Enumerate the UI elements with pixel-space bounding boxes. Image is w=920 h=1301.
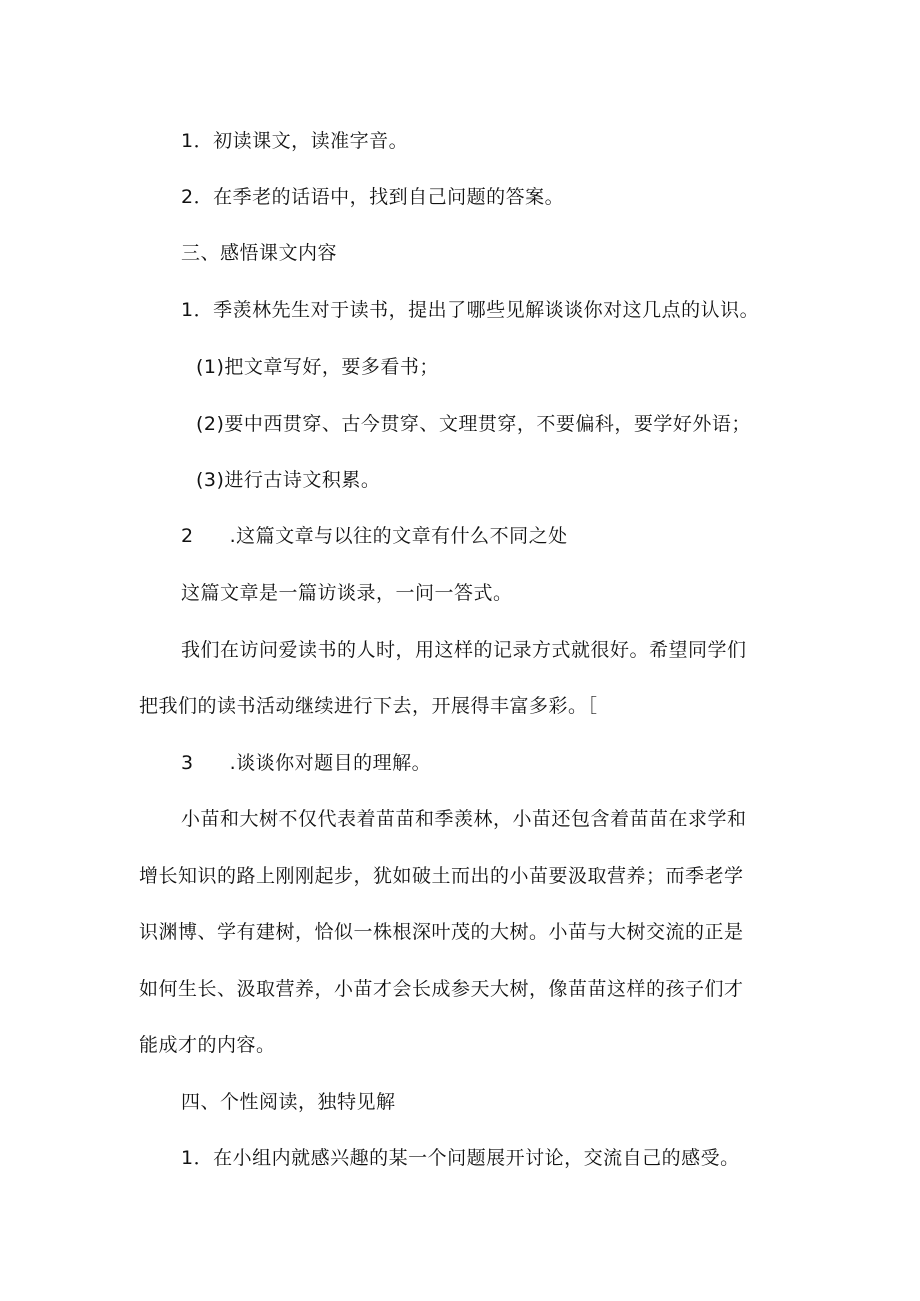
paragraph-line: 如何生长、汲取营养，小苗才会长成参天大树，像苗苗这样的孩子们才 bbox=[139, 978, 744, 1000]
section-heading-3: 三、感悟课文内容 bbox=[181, 242, 338, 264]
item-number: 2 bbox=[181, 525, 194, 547]
paragraph-line: 增长知识的路上刚刚起步，犹如破土而出的小苗要汲取营养；而季老学 bbox=[139, 865, 744, 887]
list-item-1 bbox=[181, 129, 408, 153]
paragraph-line: 把我们的读书活动继续进行下去，开展得丰富多彩。［ bbox=[139, 695, 598, 717]
item-text: ．季羡林先生对于读书，提出了哪些见解谈谈你对这几点的认识。 bbox=[193, 299, 760, 321]
list-item-1 bbox=[181, 1146, 740, 1170]
item-number: 3 bbox=[181, 752, 194, 774]
paragraph-line: 能成才的内容。 bbox=[139, 1034, 276, 1056]
paragraph-line: 小苗和大树不仅代表着苗苗和季羡林，小苗还包含着苗苗在求学和 bbox=[181, 808, 747, 830]
item-number: 1 bbox=[181, 130, 194, 152]
list-item-2 bbox=[181, 185, 564, 209]
sub-item-1: (1)把文章写好，要多看书； bbox=[196, 356, 439, 378]
list-item-2 bbox=[181, 524, 568, 548]
item-number: 2 bbox=[181, 186, 194, 208]
item-text: ．初读课文，读准字音。 bbox=[193, 130, 409, 152]
item-text: ．在小组内就感兴趣的某一个问题展开讨论，交流自己的感受。 bbox=[193, 1147, 740, 1169]
list-item-3 bbox=[181, 751, 431, 775]
sub-item-2: (2)要中西贯穿、古今贯穿、文理贯穿，不要偏科，要学好外语； bbox=[196, 413, 751, 435]
paragraph-line: 我们在访问爱读书的人时，用这样的记录方式就很好。希望同学们 bbox=[181, 639, 747, 661]
list-item-1 bbox=[181, 298, 759, 322]
item-number: 1 bbox=[181, 299, 194, 321]
item-text: .谈谈你对题目的理解。 bbox=[229, 752, 432, 774]
item-text: .这篇文章与以往的文章有什么不同之处 bbox=[229, 525, 568, 547]
paragraph-line: 识渊博、学有建树，恰似一株根深叶茂的大树。小苗与大树交流的正是 bbox=[139, 921, 744, 943]
item-text: ．在季老的话语中，找到自己问题的答案。 bbox=[193, 186, 565, 208]
item-number: 1 bbox=[181, 1147, 194, 1169]
section-heading-4: 四、个性阅读，独特见解 bbox=[181, 1091, 396, 1113]
sub-item-3: (3)进行古诗文积累。 bbox=[196, 469, 381, 491]
paragraph-line: 这篇文章是一篇访谈录，一问一答式。 bbox=[181, 582, 513, 604]
